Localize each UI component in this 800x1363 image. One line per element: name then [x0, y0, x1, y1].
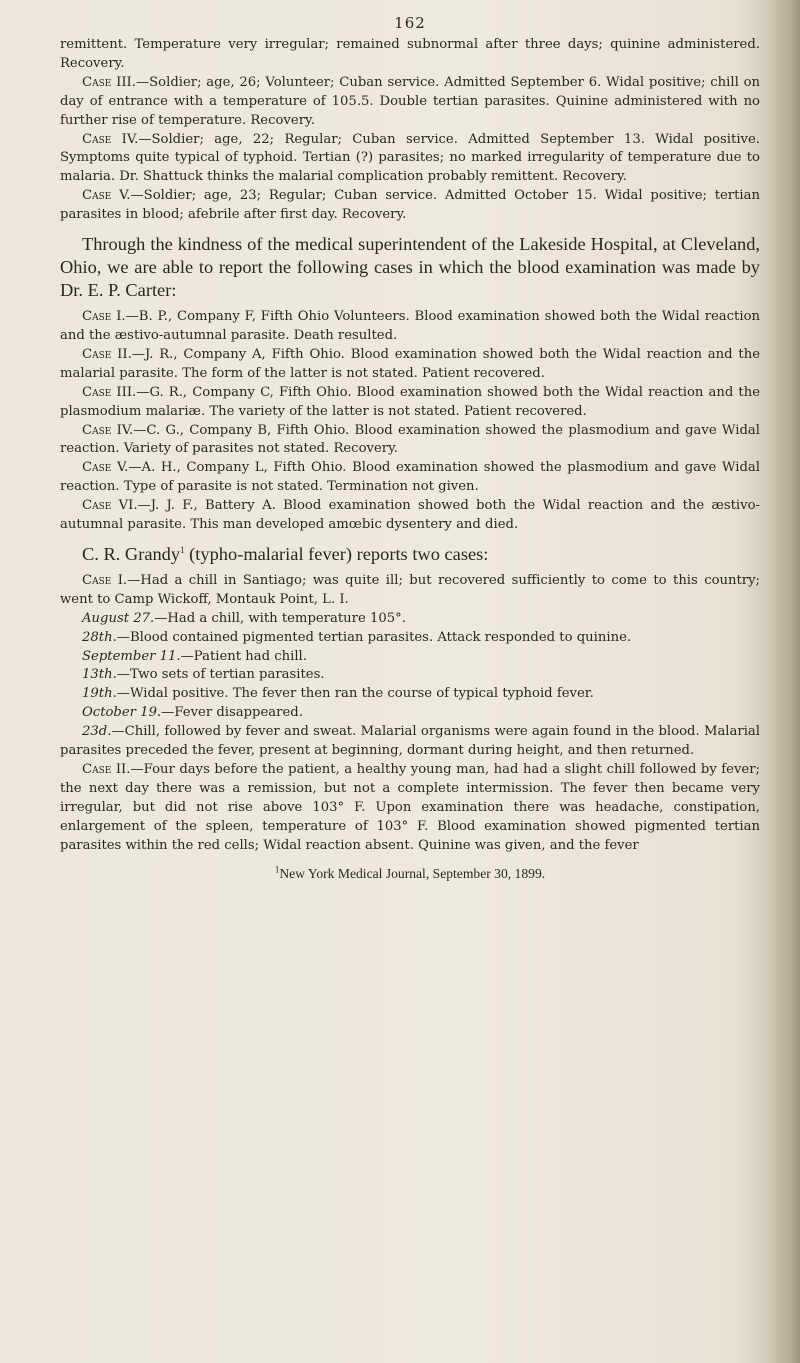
case-label: Case II.: [82, 346, 132, 362]
entry-date: September 11.: [82, 648, 181, 664]
dated-entry-5: [60, 685, 760, 704]
entry-date: October 19.: [82, 705, 162, 721]
case-text: —Four days before the patient, a healthy young man, had had a slight chill followed by fever; the next day there was a remission, but not a complete intermission. The fever then became very irregular, but did not rise above 103° F. Upon examination there was headache, constipation, enlargement of the spleen, temperature of 103° F. Blood examination showed pigmented tertian parasites within the red cells; Widal reaction absent. Quinine was given, and the fever: [60, 762, 760, 853]
case-text: —J. J. F., Battery A. Blood examination showed both the Widal reaction and the æstivo-autumnal parasite. This man developed amœbic dysentery and died.: [60, 498, 760, 533]
entry-text: —Had a chill, with temperature 105°.: [154, 610, 406, 626]
case-entry-b-4: [60, 422, 760, 460]
dated-entry-2: [60, 629, 760, 648]
case-text: —A. H., Company L, Fifth Ohio. Blood examination showed the plasmodium and gave Widal reaction. Type of parasite is not stated. Termination not given.: [60, 460, 760, 495]
case-label: Case III.: [82, 74, 136, 90]
dated-entries: [60, 610, 760, 761]
entry-date: August 27.: [82, 610, 155, 626]
entry-text: —Chill, followed by fever and sweat. Malarial organisms were again found in the blood. Malarial parasites preceded the fever, present at beginning, dormant during height, and then returned.: [60, 724, 760, 759]
case-label: Case V.: [82, 188, 131, 204]
case-text: —Had a chill in Santiago; was quite ill; but recovered sufficiently to come to this country; went to Camp Wickoff, Montauk Point, L. I.: [60, 572, 761, 607]
entry-text: —Patient had chill.: [180, 648, 307, 664]
dated-entry-6: [60, 704, 760, 723]
entry-text: —Blood contained pigmented tertian parasites. Attack responded to quinine.: [116, 629, 632, 645]
case-entry-b-1: [60, 308, 760, 346]
footnote: [60, 866, 760, 882]
entry-text: —Two sets of tertian parasites.: [116, 667, 325, 683]
case-text: —B. P., Company F, Fifth Ohio Volunteers. Blood examination showed both the Widal reaction and the æstivo-autumnal parasite. Death resulted.: [60, 309, 760, 343]
case-label: Case II.: [82, 762, 131, 777]
case-label: Case IV.: [82, 131, 139, 147]
entry-text: —Widal positive. The fever then ran the course of typical typhoid fever.: [116, 686, 594, 702]
case-entry-a-2: [60, 131, 760, 188]
case-entry-a-1: [60, 74, 760, 131]
intro-grandy-text: (typho-malarial fever) reports two cases:: [184, 543, 489, 564]
footnote-text: New York Medical Journal, September 30, 1899.: [279, 865, 546, 881]
footnote-mark: 1: [274, 864, 280, 874]
grandy-case-2: [60, 761, 760, 856]
case-text: —C. G., Company B, Fifth Ohio. Blood examination showed the plasmodium and gave Widal reaction. Variety of parasites not stated. Recovery.: [60, 422, 760, 457]
case-entry-b-3: [60, 384, 760, 422]
dated-entry-1: [60, 610, 760, 629]
page-number: 162: [394, 14, 426, 32]
case-label: Case IV.: [82, 422, 134, 438]
entry-text: —Fever disappeared.: [161, 705, 303, 721]
entry-date: 19th.: [82, 686, 117, 702]
case-list-a: [60, 74, 760, 225]
case-label: Case I.: [82, 572, 128, 588]
entry-date: 28th.: [82, 629, 117, 645]
entry-date: 23d.: [82, 724, 112, 740]
case-text: —J. R., Company A, Fifth Ohio. Blood examination showed both the Widal reaction and the malarial parasite. The form of the latter is not stated. Patient recovered.: [60, 346, 760, 381]
case-text: —G. R., Company C, Fifth Ohio. Blood examination showed both the Widal reaction and the plasmodium malariæ. The variety of the latter is not stated. Patient recovered.: [60, 384, 760, 419]
case-label: Case VI.: [82, 498, 138, 514]
case-text: —Soldier; age, 26; Volunteer; Cuban service. Admitted September 6. Widal positive; chill on day of entrance with a temperature of 105.5. Double tertian parasites. Quinine administered with no further rise of temperature. Recovery.: [60, 74, 761, 128]
case-entry-b-2: [60, 346, 760, 384]
case-label: Case I.: [82, 309, 126, 325]
intro-lakeside: Through the kindness of the medical superintendent of the Lakeside Hospital, at Cleveland, Ohio, we are able to report the following cases in which the blood examination was made by Dr. E. P. Carter:: [60, 234, 760, 301]
dated-entry-3: [60, 648, 760, 667]
paragraph-continued: remittent. Temperature very irregular; remained subnormal after three days; quinine administered. Recovery.: [60, 37, 760, 71]
grandy-case-1: [60, 572, 760, 610]
footnote-ref: 1: [180, 544, 185, 555]
page-edge-stain: [766, 0, 800, 1363]
case-entry-a-3: [60, 187, 760, 225]
case-list-b: [60, 308, 760, 535]
intro-grandy: [60, 543, 760, 566]
case-label: Case V.: [82, 460, 129, 476]
dated-entry-4: [60, 666, 760, 685]
case-entry-b-6: [60, 497, 760, 535]
case-label: Case III.: [82, 384, 137, 400]
case-text: —Soldier; age, 22; Regular; Cuban service. Admitted September 13. Widal positive. Symptoms quite typical of typhoid. Tertian (?) parasites; no marked irregularity of temperature due to malaria. Dr. Shattuck thinks the malarial complication probably remittent. Recovery.: [60, 131, 760, 185]
entry-date: 13th.: [82, 667, 117, 683]
case-entry-b-5: [60, 459, 760, 497]
dated-entry-7: [60, 723, 760, 761]
case-text: —Soldier; age, 23; Regular; Cuban service. Admitted October 15. Widal positive; tertian parasites in blood; afebrile after first day. Recovery.: [60, 188, 760, 223]
page-content: [60, 0, 760, 882]
author-name: C. R. Grandy: [82, 543, 181, 564]
